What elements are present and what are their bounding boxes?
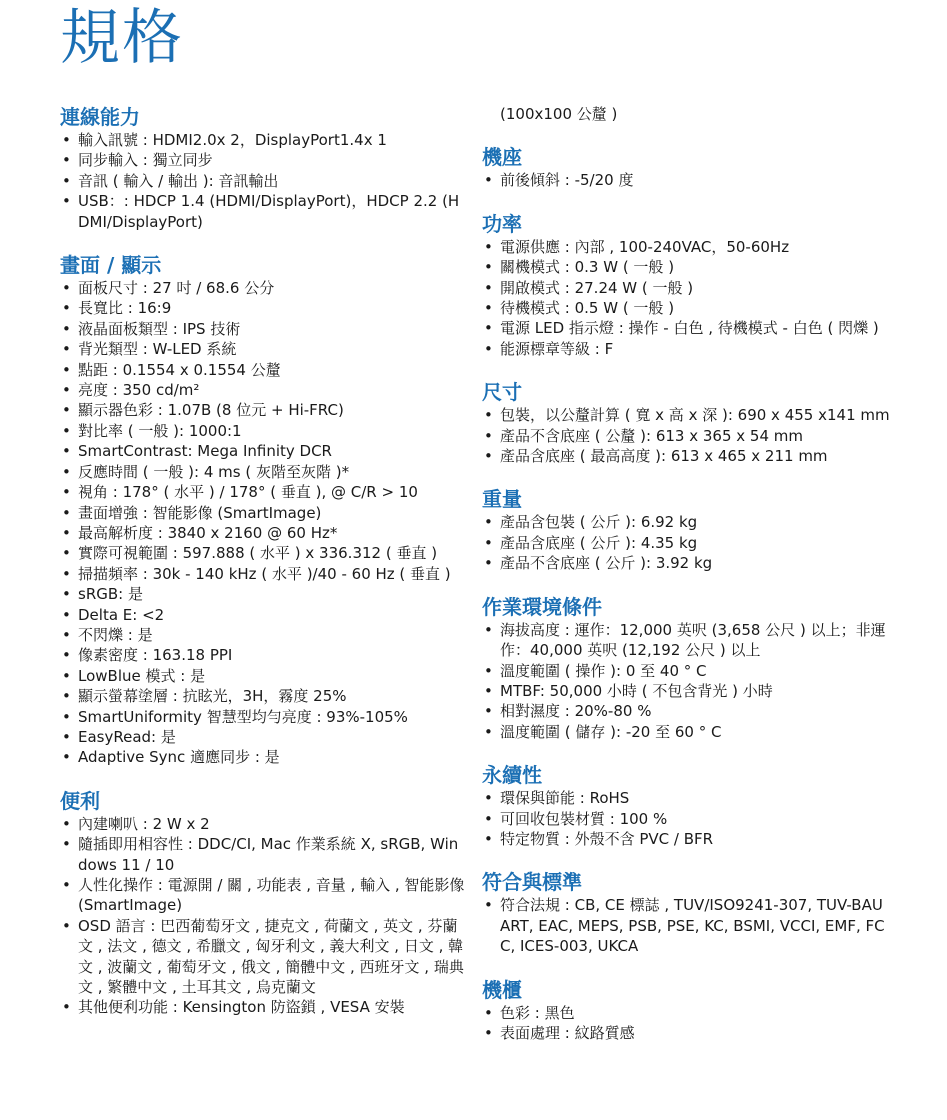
spec-item: • 電源供應 : 內部 , 100-240VAC，50-60Hz <box>482 237 892 257</box>
spec-item: • EasyRead: 是 <box>60 727 465 747</box>
spec-item: • 關機模式 : 0.3 W ( 一般 ) <box>482 257 892 277</box>
spec-item: • 像素密度 : 163.18 PPI <box>60 645 465 665</box>
spec-list <box>482 237 892 359</box>
left-column <box>60 104 465 1038</box>
right-column <box>482 104 892 1063</box>
spec-item: • 產品含底座 ( 最高高度 ): 613 x 465 x 211 mm <box>482 446 892 466</box>
section-title: 功率 <box>482 211 522 236</box>
spec-item: • 溫度範圍 ( 儲存 ): -20 至 60 ° C <box>482 722 892 742</box>
vesa-continuation: (100x100 公釐 ) <box>500 105 618 123</box>
spec-item: • SmartContrast: Mega Infinity DCR <box>60 441 465 461</box>
spec-item: • 包裝，以公釐計算 ( 寬 x 高 x 深 ): 690 x 455 x141 mm <box>482 405 892 425</box>
section-title: 永續性 <box>482 763 542 788</box>
section-title: 作業環境條件 <box>482 594 602 619</box>
section-title: 連線能力 <box>60 105 140 129</box>
spec-item: • 顯示器色彩 : 1.07B (8 位元 + Hi-FRC) <box>60 400 465 420</box>
section-title: 尺寸 <box>482 380 522 405</box>
spec-item: • sRGB: 是 <box>60 584 465 604</box>
spec-list <box>60 278 465 768</box>
section-display <box>60 252 465 768</box>
spec-item: • 環保與節能 : RoHS <box>482 788 892 808</box>
page-title: 規格 <box>60 3 184 73</box>
section-dimensions <box>482 379 892 466</box>
spec-item: • Delta E: <2 <box>60 605 465 625</box>
spec-item: • 其他便利功能 : Kensington 防盜鎖 , VESA 安裝 <box>60 997 465 1017</box>
spec-item: • 符合法規 : CB, CE 標誌 , TUV/ISO9241-307, TUV-BAUART, EAC, MEPS, PSB, PSE, KC, BSMI, VCCI, EMF, FCC, ICES-003, UKCA <box>482 895 892 956</box>
spec-item: • 對比率 ( 一般 ): 1000:1 <box>60 421 465 441</box>
spec-item: • 溫度範圍 ( 操作 ): 0 至 40 ° C <box>482 661 892 681</box>
section-title: 便利 <box>60 788 100 813</box>
spec-item: • 能源標章等級 : F <box>482 339 892 359</box>
section-stand <box>482 144 892 190</box>
spec-item: • 產品含包裝 ( 公斤 ): 6.92 kg <box>482 512 892 532</box>
spec-item: • 實際可視範圍 : 597.888 ( 水平 ) x 336.312 ( 垂直 ) <box>60 543 465 563</box>
spec-item: • 特定物質 : 外殼不含 PVC / BFR <box>482 829 892 849</box>
section-title: 機櫃 <box>482 977 522 1002</box>
section-title: 畫面 / 顯示 <box>60 253 162 278</box>
spec-item: • 開啟模式 : 27.24 W ( 一般 ) <box>482 278 892 298</box>
spec-item: • SmartUniformity 智慧型均勻亮度 : 93%-105% <box>60 707 465 727</box>
section-title: 符合與標準 <box>482 870 582 895</box>
spec-list <box>482 788 892 849</box>
spec-list <box>60 130 465 232</box>
spec-item: • 顯示螢幕塗層 : 抗眩光，3H，霧度 25% <box>60 686 465 706</box>
spec-item: • Adaptive Sync 適應同步 : 是 <box>60 747 465 767</box>
spec-list <box>482 1003 892 1044</box>
spec-list <box>60 814 465 1018</box>
spec-item: • 人性化操作 : 電源開 / 關 , 功能表 , 音量 , 輸入 , 智能影像 (SmartImage) <box>60 875 465 916</box>
spec-item: • 前後傾斜 : -5/20 度 <box>482 170 892 190</box>
spec-list <box>482 405 892 466</box>
spec-item: • 亮度 : 350 cd/m² <box>60 380 465 400</box>
spec-item: • 不閃爍 : 是 <box>60 625 465 645</box>
section-convenience <box>60 788 465 1018</box>
spec-item: • 可回收包裝材質 : 100 % <box>482 809 892 829</box>
spec-item: • 相對濕度 : 20%-80 % <box>482 701 892 721</box>
section-power <box>482 211 892 359</box>
spec-list <box>482 895 892 956</box>
spec-item: • 背光類型 : W-LED 系統 <box>60 339 465 359</box>
spec-item: • 音訊 ( 輸入 / 輸出 ): 音訊輸出 <box>60 171 465 191</box>
spec-item: • OSD 語言 : 巴西葡萄牙文 , 捷克文 , 荷蘭文 , 英文 , 芬蘭文 , 法文 , 德文 , 希臘文 , 匈牙利文 , 義大利文 , 日文 , 韓文 , 波蘭文 , 葡萄牙文 , 俄文 , 簡體中文 , 西班牙文 , 瑞典文 , 繁體中文 , 土耳其文 , 烏克蘭文 <box>60 916 465 998</box>
spec-list <box>482 620 892 742</box>
spec-item: • USB：: HDCP 1.4 (HDMI/DisplayPort)，HDCP 2.2 (HDMI/DisplayPort) <box>60 191 465 232</box>
spec-item: • 產品不含底座 ( 公斤 ): 3.92 kg <box>482 553 892 573</box>
spec-item: • 面板尺寸 : 27 吋 / 68.6 公分 <box>60 278 465 298</box>
spec-item: • 點距 : 0.1554 x 0.1554 公釐 <box>60 360 465 380</box>
spec-list <box>482 512 892 573</box>
spec-item: • 最高解析度 : 3840 x 2160 @ 60 Hz* <box>60 523 465 543</box>
spec-item: • 輸入訊號 : HDMI2.0x 2，DisplayPort1.4x 1 <box>60 130 465 150</box>
spec-item: • 產品含底座 ( 公斤 ): 4.35 kg <box>482 533 892 553</box>
spec-item: • 掃描頻率 : 30k - 140 kHz ( 水平 )/40 - 60 Hz ( 垂直 ) <box>60 564 465 584</box>
section-connectivity <box>60 104 465 232</box>
spec-item: • 待機模式 : 0.5 W ( 一般 ) <box>482 298 892 318</box>
spec-item: • 產品不含底座 ( 公釐 ): 613 x 365 x 54 mm <box>482 426 892 446</box>
spec-item: • LowBlue 模式 : 是 <box>60 666 465 686</box>
spec-item: • 長寬比 : 16:9 <box>60 298 465 318</box>
spec-item: • MTBF: 50,000 小時 ( 不包含背光 ) 小時 <box>482 681 892 701</box>
section-title: 重量 <box>482 487 522 512</box>
spec-item: • 內建喇叭 : 2 W x 2 <box>60 814 465 834</box>
spec-list <box>482 170 892 190</box>
section-cabinet <box>482 977 892 1044</box>
spec-item: • 色彩 : 黑色 <box>482 1003 892 1023</box>
spec-item: • 視角 : 178° ( 水平 ) / 178° ( 垂直 ), @ C/R > 10 <box>60 482 465 502</box>
spec-item: • 同步輸入 : 獨立同步 <box>60 150 465 170</box>
spec-item: • 隨插即用相容性 : DDC/CI, Mac 作業系統 X, sRGB, Windows 11 / 10 <box>60 834 465 875</box>
section-weight <box>482 486 892 573</box>
spec-item: • 畫面增強 : 智能影像 (SmartImage) <box>60 503 465 523</box>
spec-item: • 液晶面板類型 : IPS 技術 <box>60 319 465 339</box>
spec-item: • 表面處理 : 紋路質感 <box>482 1023 892 1043</box>
section-sustainability <box>482 762 892 849</box>
spec-item: • 海拔高度 : 運作：12,000 英呎 (3,658 公尺 ) 以上；非運作：40,000 英呎 (12,192 公尺 ) 以上 <box>482 620 892 661</box>
section-operating-conditions <box>482 594 892 742</box>
spec-item: • 電源 LED 指示燈 : 操作 - 白色 , 待機模式 - 白色 ( 閃爍 ) <box>482 318 892 338</box>
section-title: 機座 <box>482 145 522 170</box>
spec-item: • 反應時間 ( 一般 ): 4 ms ( 灰階至灰階 )* <box>60 462 465 482</box>
section-compliance <box>482 869 892 956</box>
